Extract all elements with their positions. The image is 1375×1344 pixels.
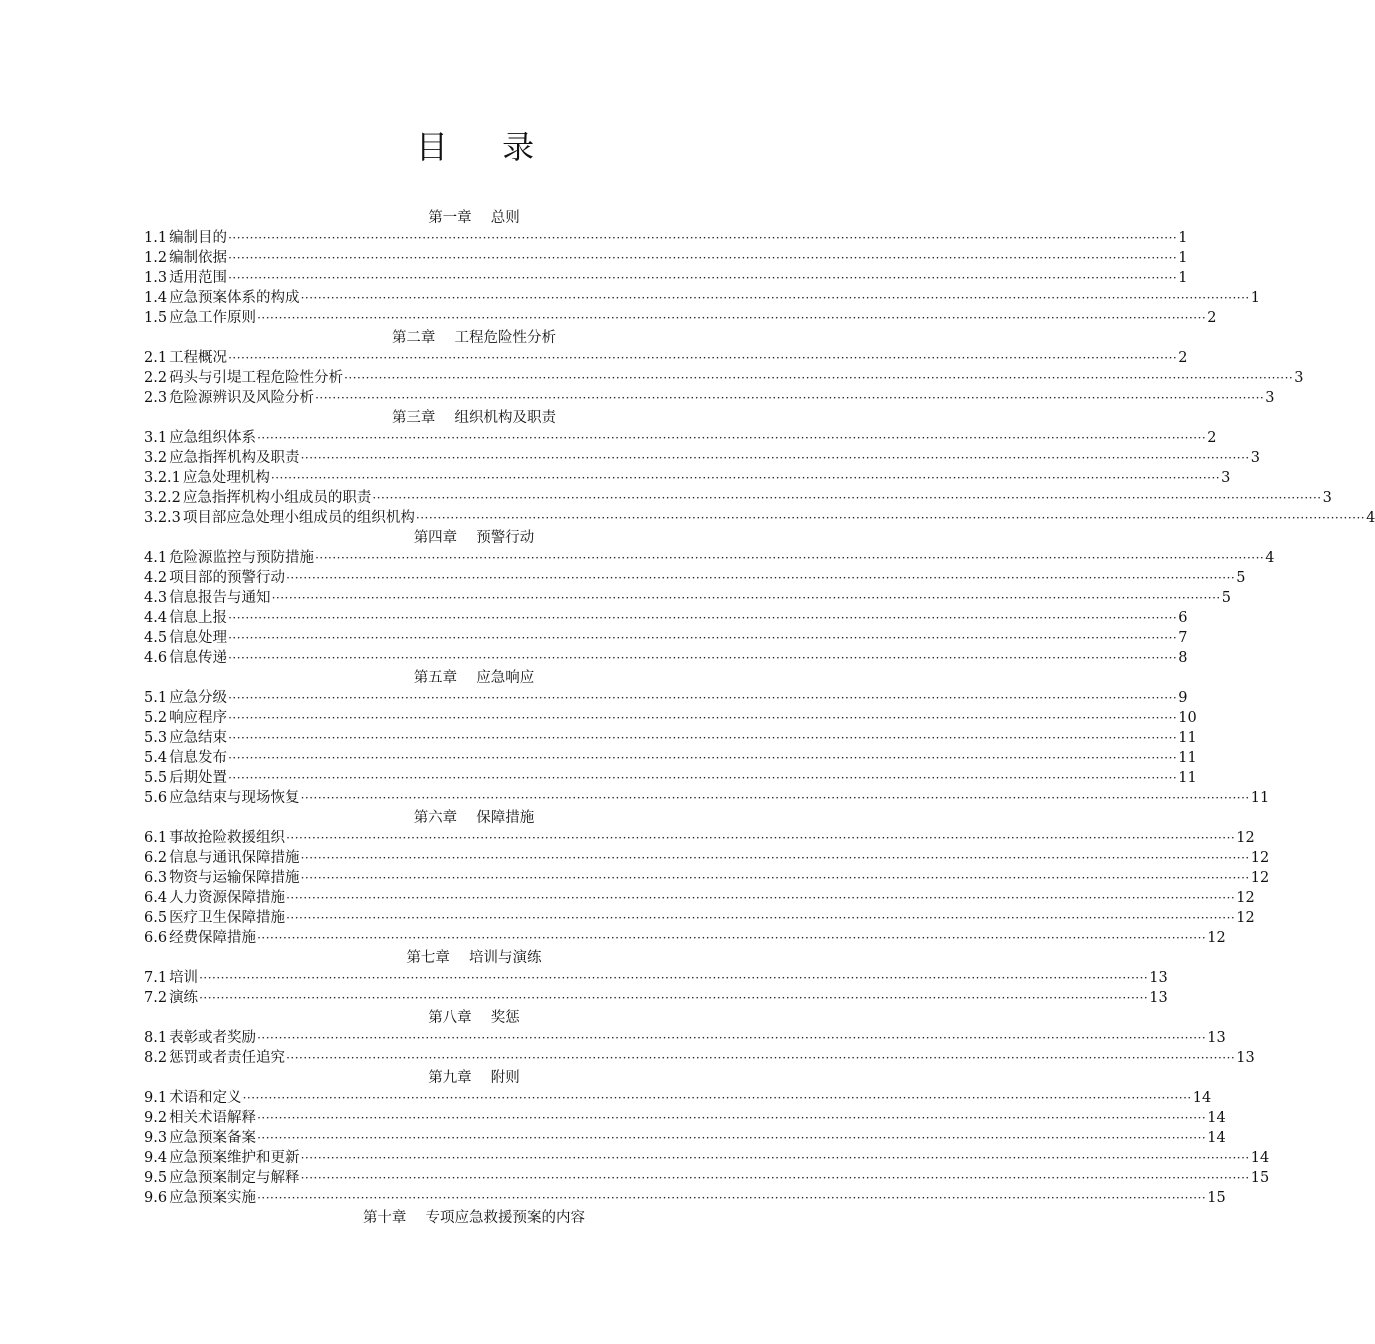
entry-number: 4.5	[144, 630, 168, 646]
dot-leader: ····························································································································································································································	[271, 591, 1221, 605]
chapter-heading: 第六章 保障措施	[413, 810, 535, 826]
toc-entry[interactable]	[144, 268, 1188, 288]
entry-page-number: 12	[1207, 930, 1226, 946]
dot-leader: ····························································································································································································································	[286, 911, 1236, 925]
chapter-heading: 第二章 工程危险性分析	[391, 330, 557, 346]
chapter-heading: 第五章 应急响应	[413, 670, 535, 686]
dot-leader: ····························································································································································································································	[286, 891, 1236, 905]
dot-leader: ····························································································································································································································	[228, 351, 1178, 365]
toc-entry[interactable]	[144, 868, 1270, 888]
dot-leader: ····························································································································································································································	[199, 971, 1149, 985]
entry-number: 6.4	[144, 890, 168, 906]
toc-entry[interactable]	[144, 628, 1188, 648]
entry-page-number: 12	[1236, 830, 1255, 846]
entry-title: 经费保障措施	[169, 930, 257, 946]
dot-leader: ····························································································································································································································	[228, 611, 1178, 625]
entry-page-number: 14	[1250, 1150, 1270, 1166]
entry-page-number: 11	[1250, 790, 1270, 806]
entry-title: 事故抢险救援组织	[169, 830, 286, 846]
entry-page-number: 12	[1250, 870, 1270, 886]
toc-entry[interactable]	[144, 468, 1231, 488]
entry-number: 8.2	[144, 1050, 168, 1066]
entry-title: 应急工作原则	[169, 310, 257, 326]
entry-title: 后期处置	[169, 770, 228, 786]
entry-page-number: 12	[1250, 850, 1270, 866]
entry-page-number: 13	[1207, 1030, 1226, 1046]
entry-page-number: 2	[1207, 310, 1217, 326]
toc-entry[interactable]	[144, 708, 1197, 728]
entry-title: 相关术语解释	[169, 1110, 257, 1126]
entry-number: 9.3	[144, 1130, 168, 1146]
toc-entry[interactable]	[144, 928, 1226, 948]
entry-number: 6.6	[144, 930, 168, 946]
toc-entry[interactable]	[144, 1148, 1270, 1168]
toc-entry[interactable]	[144, 588, 1231, 608]
entry-title: 术语和定义	[169, 1090, 242, 1106]
entry-number: 2.2	[144, 370, 168, 386]
entry-number: 2.1	[144, 350, 168, 366]
entry-number: 1.4	[144, 290, 168, 306]
dot-leader: ····························································································································································································································	[372, 491, 1322, 505]
toc-entry[interactable]	[144, 388, 1275, 408]
entry-title: 物资与运输保障措施	[169, 870, 300, 886]
entry-page-number: 6	[1178, 610, 1188, 626]
entry-page-number: 2	[1207, 430, 1217, 446]
dot-leader: ····························································································································································································································	[300, 451, 1250, 465]
entry-page-number: 8	[1178, 650, 1188, 666]
dot-leader: ····························································································································································································································	[257, 311, 1207, 325]
entry-number: 7.2	[144, 990, 168, 1006]
toc-entry[interactable]	[144, 848, 1270, 868]
entry-title: 应急预案体系的构成	[169, 290, 300, 306]
entry-number: 5.1	[144, 690, 168, 706]
entry-number: 5.4	[144, 750, 168, 766]
entry-number: 4.6	[144, 650, 168, 666]
toc-entry[interactable]	[144, 1028, 1226, 1048]
entry-title: 危险源监控与预防措施	[169, 550, 315, 566]
dot-leader: ····························································································································································································································	[344, 371, 1294, 385]
entry-title: 信息发布	[169, 750, 228, 766]
entry-page-number: 15	[1250, 1170, 1270, 1186]
toc-entry[interactable]	[144, 1188, 1226, 1208]
toc-entry[interactable]	[144, 1128, 1226, 1148]
entry-number: 9.1	[144, 1090, 168, 1106]
entry-number: 9.6	[144, 1190, 168, 1206]
entry-number: 3.1	[144, 430, 168, 446]
toc-entry[interactable]	[144, 428, 1217, 448]
dot-leader: ····························································································································································································································	[286, 571, 1236, 585]
entry-page-number: 7	[1178, 630, 1188, 646]
entry-number: 9.2	[144, 1110, 168, 1126]
dot-leader: ····························································································································································································································	[228, 251, 1178, 265]
dot-leader: ····························································································································································································································	[300, 791, 1250, 805]
entry-number: 2.3	[144, 390, 168, 406]
entry-page-number: 5	[1221, 590, 1231, 606]
entry-number: 5.3	[144, 730, 168, 746]
toc-entry[interactable]	[144, 788, 1270, 808]
entry-number: 4.4	[144, 610, 168, 626]
dot-leader: ····························································································································································································································	[228, 751, 1178, 765]
toc-entry[interactable]	[144, 908, 1255, 928]
dot-leader: ····························································································································································································································	[300, 1171, 1250, 1185]
chapter-heading: 第三章 组织机构及职责	[391, 410, 557, 426]
dot-leader: ····························································································································································································································	[300, 851, 1250, 865]
dot-leader: ····························································································································································································································	[228, 691, 1178, 705]
chapter-heading: 第十章 专项应急救援预案的内容	[362, 1210, 586, 1226]
entry-title: 危险源辨识及风险分析	[169, 390, 315, 406]
chapter-heading: 第九章 附则	[428, 1070, 520, 1086]
entry-page-number: 4	[1366, 510, 1375, 526]
toc-entry[interactable]	[144, 648, 1188, 668]
entry-title: 编制依据	[169, 250, 228, 266]
chapter-heading: 第一章 总则	[428, 210, 520, 226]
dot-leader: ····························································································································································································································	[270, 471, 1221, 485]
entry-number: 1.2	[144, 250, 168, 266]
entry-title: 应急预案备案	[169, 1130, 257, 1146]
toc-entry[interactable]	[144, 768, 1197, 788]
entry-number: 1.1	[144, 230, 168, 246]
entry-number: 3.2.2	[144, 490, 181, 506]
entry-page-number: 11	[1178, 770, 1197, 786]
entry-number: 5.2	[144, 710, 168, 726]
entry-page-number: 15	[1207, 1190, 1226, 1206]
dot-leader: ····························································································································································································································	[228, 731, 1178, 745]
entry-page-number: 12	[1236, 910, 1255, 926]
entry-title: 码头与引堤工程危险性分析	[169, 370, 344, 386]
dot-leader: ····························································································································································································································	[228, 271, 1178, 285]
dot-leader: ····························································································································································································································	[257, 1031, 1207, 1045]
entry-number: 6.2	[144, 850, 168, 866]
toc-entry[interactable]	[144, 308, 1217, 328]
chapter-heading: 第四章 预警行动	[413, 530, 535, 546]
entry-title: 信息传递	[169, 650, 228, 666]
dot-leader: ····························································································································································································································	[415, 511, 1366, 525]
entry-title: 信息上报	[169, 610, 228, 626]
entry-page-number: 12	[1236, 890, 1255, 906]
entry-title: 信息处理	[169, 630, 228, 646]
entry-page-number: 9	[1178, 690, 1188, 706]
entry-title: 惩罚或者责任追究	[169, 1050, 286, 1066]
entry-page-number: 10	[1178, 710, 1197, 726]
table-of-contents	[144, 208, 1375, 1228]
entry-page-number: 13	[1236, 1050, 1255, 1066]
toc-entry[interactable]	[144, 608, 1188, 628]
dot-leader: ····························································································································································································································	[286, 831, 1236, 845]
toc-entry[interactable]	[144, 748, 1197, 768]
entry-title: 信息与通讯保障措施	[169, 850, 300, 866]
entry-title: 应急结束与现场恢复	[169, 790, 300, 806]
entry-number: 3.2.3	[144, 510, 181, 526]
entry-title: 项目部的预警行动	[169, 570, 286, 586]
entry-page-number: 3	[1322, 490, 1332, 506]
entry-page-number: 3	[1250, 450, 1260, 466]
toc-entry[interactable]	[144, 1108, 1226, 1128]
entry-number: 9.4	[144, 1150, 168, 1166]
dot-leader: ····························································································································································································································	[257, 1191, 1207, 1205]
entry-number: 9.5	[144, 1170, 168, 1186]
toc-entry[interactable]	[144, 488, 1332, 508]
toc-entry[interactable]	[144, 888, 1255, 908]
entry-title: 人力资源保障措施	[169, 890, 286, 906]
entry-page-number: 11	[1178, 730, 1197, 746]
entry-title: 信息报告与通知	[169, 590, 271, 606]
entry-title: 应急指挥机构小组成员的职责	[182, 490, 372, 506]
entry-page-number: 1	[1178, 230, 1188, 246]
dot-leader: ····························································································································································································································	[315, 391, 1265, 405]
toc-entry[interactable]	[144, 228, 1188, 248]
dot-leader: ····························································································································································································································	[300, 871, 1250, 885]
toc-entry[interactable]	[144, 248, 1188, 268]
dot-leader: ····························································································································································································································	[300, 291, 1250, 305]
dot-leader: ····························································································································································································································	[315, 551, 1265, 565]
entry-number: 5.5	[144, 770, 168, 786]
entry-title: 适用范围	[169, 270, 228, 286]
entry-page-number: 3	[1294, 370, 1304, 386]
chapter-heading: 第八章 奖惩	[428, 1010, 520, 1026]
entry-page-number: 2	[1178, 350, 1188, 366]
entry-title: 编制目的	[169, 230, 228, 246]
entry-number: 4.3	[144, 590, 168, 606]
entry-page-number: 5	[1236, 570, 1246, 586]
dot-leader: ····························································································································································································································	[228, 231, 1178, 245]
entry-number: 6.5	[144, 910, 168, 926]
dot-leader: ····························································································································································································································	[257, 1131, 1207, 1145]
dot-leader: ····························································································································································································································	[257, 1111, 1207, 1125]
toc-entry[interactable]	[144, 568, 1246, 588]
entry-number: 6.3	[144, 870, 168, 886]
entry-page-number: 13	[1149, 970, 1168, 986]
toc-entry[interactable]	[144, 368, 1304, 388]
entry-title: 应急预案实施	[169, 1190, 257, 1206]
entry-title: 工程概况	[169, 350, 228, 366]
entry-number: 8.1	[144, 1030, 168, 1046]
entry-page-number: 11	[1178, 750, 1197, 766]
entry-title: 应急指挥机构及职责	[169, 450, 300, 466]
dot-leader: ····························································································································································································································	[257, 931, 1207, 945]
entry-page-number: 14	[1207, 1130, 1226, 1146]
entry-page-number: 3	[1221, 470, 1231, 486]
toc-entry[interactable]	[144, 548, 1275, 568]
entry-page-number: 14	[1207, 1110, 1226, 1126]
entry-number: 5.6	[144, 790, 168, 806]
dot-leader: ····························································································································································································································	[228, 631, 1178, 645]
entry-page-number: 1	[1250, 290, 1260, 306]
entry-page-number: 4	[1265, 550, 1275, 566]
page-title: 目 录	[415, 128, 557, 166]
entry-page-number: 14	[1192, 1090, 1212, 1106]
entry-page-number: 3	[1265, 390, 1275, 406]
dot-leader: ····························································································································································································································	[199, 991, 1149, 1005]
toc-entry[interactable]	[144, 448, 1260, 468]
toc-entry[interactable]	[144, 288, 1260, 308]
dot-leader: ····························································································································································································································	[242, 1091, 1192, 1105]
entry-number: 1.3	[144, 270, 168, 286]
entry-number: 3.2.1	[144, 470, 181, 486]
entry-title: 演练	[169, 990, 199, 1006]
toc-entry[interactable]	[144, 988, 1168, 1008]
entry-title: 应急结束	[169, 730, 228, 746]
toc-entry[interactable]	[144, 968, 1168, 988]
dot-leader: ····························································································································································································································	[257, 431, 1207, 445]
toc-entry[interactable]	[144, 728, 1197, 748]
toc-entry[interactable]	[144, 348, 1188, 368]
toc-entry[interactable]	[144, 1088, 1212, 1108]
entry-title: 应急预案维护和更新	[169, 1150, 300, 1166]
chapter-heading: 第七章 培训与演练	[406, 950, 542, 966]
entry-number: 4.2	[144, 570, 168, 586]
toc-entry[interactable]	[144, 1048, 1255, 1068]
entry-number: 4.1	[144, 550, 168, 566]
entry-title: 表彰或者奖励	[169, 1030, 257, 1046]
toc-entry[interactable]	[144, 1168, 1270, 1188]
toc-entry[interactable]	[144, 828, 1255, 848]
dot-leader: ····························································································································································································································	[228, 771, 1178, 785]
entry-title: 医疗卫生保障措施	[169, 910, 286, 926]
entry-number: 3.2	[144, 450, 168, 466]
entry-page-number: 1	[1178, 250, 1188, 266]
entry-number: 6.1	[144, 830, 168, 846]
entry-title: 项目部应急处理小组成员的组织机构	[182, 510, 415, 526]
entry-title: 应急分级	[169, 690, 228, 706]
dot-leader: ····························································································································································································································	[286, 1051, 1236, 1065]
entry-page-number: 13	[1149, 990, 1168, 1006]
toc-entry[interactable]	[144, 508, 1375, 528]
entry-number: 7.1	[144, 970, 168, 986]
entry-title: 培训	[169, 970, 199, 986]
entry-title: 应急处理机构	[182, 470, 270, 486]
dot-leader: ····························································································································································································································	[300, 1151, 1250, 1165]
entry-page-number: 1	[1178, 270, 1188, 286]
entry-number: 1.5	[144, 310, 168, 326]
entry-title: 应急预案制定与解释	[169, 1170, 300, 1186]
dot-leader: ····························································································································································································································	[228, 711, 1178, 725]
dot-leader: ····························································································································································································································	[228, 651, 1178, 665]
entry-title: 应急组织体系	[169, 430, 257, 446]
entry-title: 响应程序	[169, 710, 228, 726]
toc-entry[interactable]	[144, 688, 1188, 708]
